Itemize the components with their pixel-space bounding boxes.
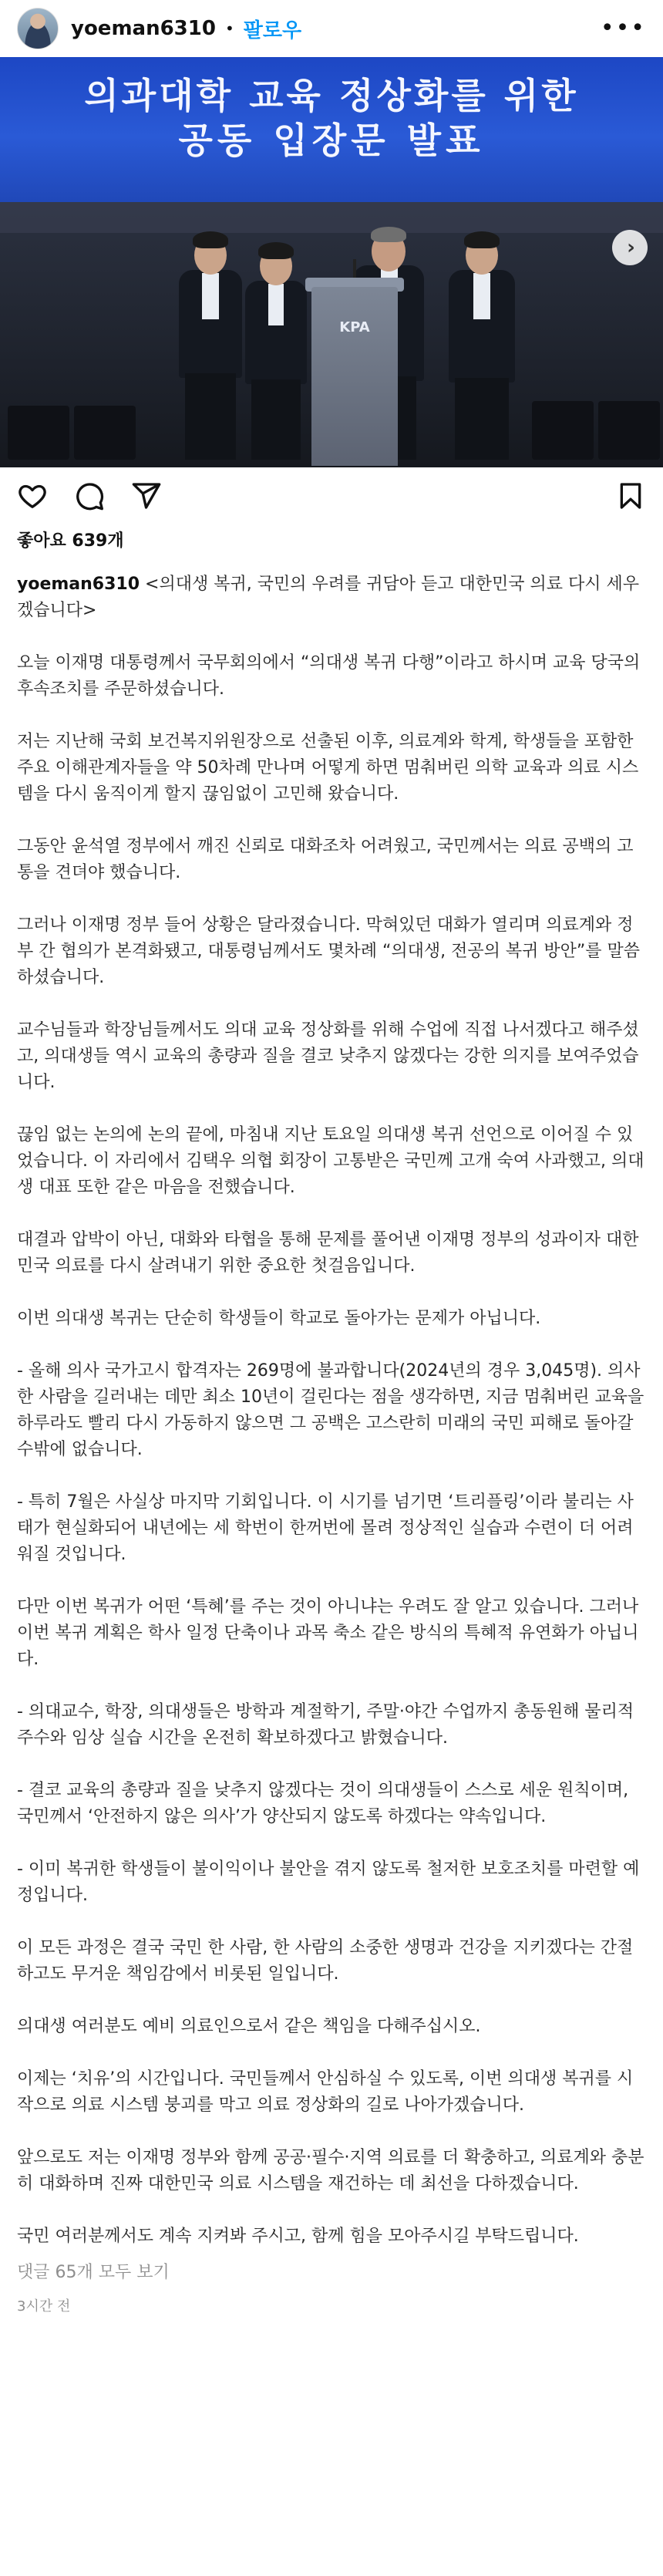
caption-paragraph: - 의대교수, 학장, 의대생들은 방학과 계절학기, 주말·야간 수업까지 총동원해 물리적 주수와 임상 실습 시간을 온전히 확보하겠다고 밝혔습니다. xyxy=(17,1702,634,1748)
chevron-right-icon: › xyxy=(627,236,635,259)
caption-paragraph: - 특히 7월은 사실상 마지막 기회입니다. 이 시기를 넘기면 ‘트리플링’이라 불리는 사태가 현실화되어 내년에는 세 학번이 한꺼번에 몰려 정상적인 실습과 수련이 더 어려워질 것입니다. xyxy=(17,1492,634,1564)
caption-paragraph: - 이미 복귀한 학생들이 불이익이나 불안을 겪지 않도록 철저한 보호조치를 마련할 예정입니다. xyxy=(17,1860,640,1905)
caption-paragraph: 저는 지난해 국회 보건복지위원장으로 선출된 이후, 의료계와 학계, 학생들을 포함한 주요 이해관계자들을 약 50차례 만나며 어떻게 하면 멈춰버린 의학 교육과 의료 시스템을 다시 움직이게 할지 끊임없이 고민해 왔습니다. xyxy=(17,732,639,804)
caption-paragraph: 대결과 압박이 아닌, 대화와 타협을 통해 문제를 풀어낸 이재명 정부의 성과이자 대한민국 의료를 다시 살려내기 위한 중요한 첫걸음입니다. xyxy=(17,1230,639,1276)
caption-paragraph: 이제는 ‘치유’의 시간입니다. 국민들께서 안심하실 수 있도록, 이번 의대생 복귀를 시작으로 의료 시스템 붕괴를 막고 의료 정상화의 길로 나아가겠습니다. xyxy=(17,2069,634,2115)
speaker-left-2 xyxy=(74,406,136,460)
share-button[interactable] xyxy=(130,479,163,513)
heart-icon xyxy=(17,480,48,511)
event-banner xyxy=(0,57,663,202)
caption-paragraph: - 결코 교육의 총량과 질을 낮추지 않겠다는 것이 의대생들이 스스로 세운 원칙이며, 국민께서 ‘안전하지 않은 의사’가 양산되지 않도록 하겠다는 약속입니다. xyxy=(17,1781,629,1826)
speaker-left xyxy=(8,406,69,460)
caption-username[interactable]: yoeman6310 xyxy=(17,575,140,594)
post-image[interactable] xyxy=(0,57,663,467)
caption-paragraph: 그러나 이재명 정부 들어 상황은 달라졌습니다. 막혀있던 대화가 열리며 의료계와 정부 간 협의가 본격화됐고, 대통령님께서도 몇차례 “의대생, 전공의 복귀 방안”를 말씀하셨습니다. xyxy=(17,915,641,987)
caption-paragraph: 끊임 없는 논의에 논의 끝에, 마침내 지난 토요일 의대생 복귀 선언으로 이어질 수 있었습니다. 이 자리에서 김택우 의협 회장이 고통받은 국민께 고개 숙여 사과했고, 의대생 대표 또한 같은 마음을 전했습니다. xyxy=(17,1125,644,1197)
comment-button[interactable] xyxy=(72,479,106,513)
caption-paragraph: 교수님들과 학장님들께서도 의대 교육 정상화를 위해 수업에 직접 나서겠다고 해주셨고, 의대생들 역시 교육의 총량과 질을 결코 낮추지 않겠다는 강한 의지를 보여주었습니다. xyxy=(17,1020,639,1092)
caption-paragraph: 이 모든 과정은 결국 국민 한 사람, 한 사람의 소중한 생명과 건강을 지키겠다는 간절하고도 무거운 책임감에서 비롯된 일입니다. xyxy=(17,1938,634,1984)
comment-icon xyxy=(74,480,105,511)
podium-logo: KPA xyxy=(339,319,370,335)
caption-paragraph: 오늘 이재명 대통령께서 국무회의에서 “의대생 복귀 다행”이라고 하시며 교육 당국의 후속조치를 주문하셨습니다. xyxy=(17,653,641,699)
share-icon xyxy=(131,480,162,511)
separator-dot: • xyxy=(224,19,234,38)
save-button[interactable] xyxy=(614,479,648,513)
caption-paragraph: 그동안 윤석열 정부에서 깨진 신뢰로 대화조차 어려웠고, 국민께서는 의료 공백의 고통을 견뎌야 했습니다. xyxy=(17,837,634,882)
more-horizontal-icon[interactable]: ••• xyxy=(600,15,646,42)
caption-headline: <의대생 복귀, 국민의 우려를 귀담아 듣고 대한민국 의료 다시 세우겠습니다> xyxy=(17,575,639,620)
podium xyxy=(311,287,398,466)
caption-paragraph: 이번 의대생 복귀는 단순히 학생들이 학교로 돌아가는 문제가 아닙니다. xyxy=(17,1309,541,1328)
stage-wall xyxy=(0,202,663,233)
caption-paragraph: 앞으로도 저는 이재명 정부와 함께 공공·필수·지역 의료를 더 확충하고, 의료계와 충분히 대화하며 진짜 대한민국 의료 시스템을 재건하는 데 최선을 다하겠습니다. xyxy=(17,2148,644,2193)
like-button[interactable] xyxy=(15,479,49,513)
bookmark-icon xyxy=(615,480,646,511)
view-all-comments-link[interactable]: 댓글 65개 모두 보기 xyxy=(17,2263,170,2282)
speaker-right xyxy=(532,401,594,460)
banner-title-line1: 의과대학 교육 정상화를 위한 xyxy=(84,75,579,116)
follow-button[interactable]: 팔로우 xyxy=(243,19,302,42)
avatar[interactable] xyxy=(17,8,59,49)
caption-paragraph: - 올해 의사 국가고시 합격자는 269명에 불과합니다(2024년의 경우 3,045명). 의사 한 사람을 길러내는 데만 최소 10년이 걸린다는 점을 생각하면, 지금 멈춰버린 교육을 하루라도 빨리 다시 가동하지 않으면 그 공백은 고스란히 미래의 국민 피해로 돌아갈 수밖에 없습니다. xyxy=(17,1361,644,1459)
post-header xyxy=(0,0,663,57)
post-timestamp: 3시간 전 xyxy=(17,2298,71,2315)
caption-paragraph: 다만 이번 복귀가 어떤 ‘특혜’를 주는 것이 아니냐는 우려도 잘 알고 있습니다. 그러나 이번 복귀 계획은 학사 일정 단축이나 과목 축소 같은 방식의 특혜적 유연화가 아닙니다. xyxy=(17,1597,639,1669)
caption-paragraph: 의대생 여러분도 예비 의료인으로서 같은 책임을 다해주십시오. xyxy=(17,2017,481,2036)
post-caption xyxy=(0,572,663,2250)
banner-title-line2: 공동 입장문 발표 xyxy=(178,120,485,161)
like-count[interactable]: 좋아요 639개 xyxy=(17,531,124,551)
username[interactable]: yoeman6310 xyxy=(71,17,216,40)
caption-paragraph: 국민 여러분께서도 계속 지켜봐 주시고, 함께 힘을 모아주시길 부탁드립니다. xyxy=(17,2227,579,2246)
next-image-button[interactable] xyxy=(612,230,648,265)
speaker-right-2 xyxy=(598,401,660,460)
action-bar xyxy=(0,467,663,524)
caption-first-paragraph xyxy=(17,572,646,624)
